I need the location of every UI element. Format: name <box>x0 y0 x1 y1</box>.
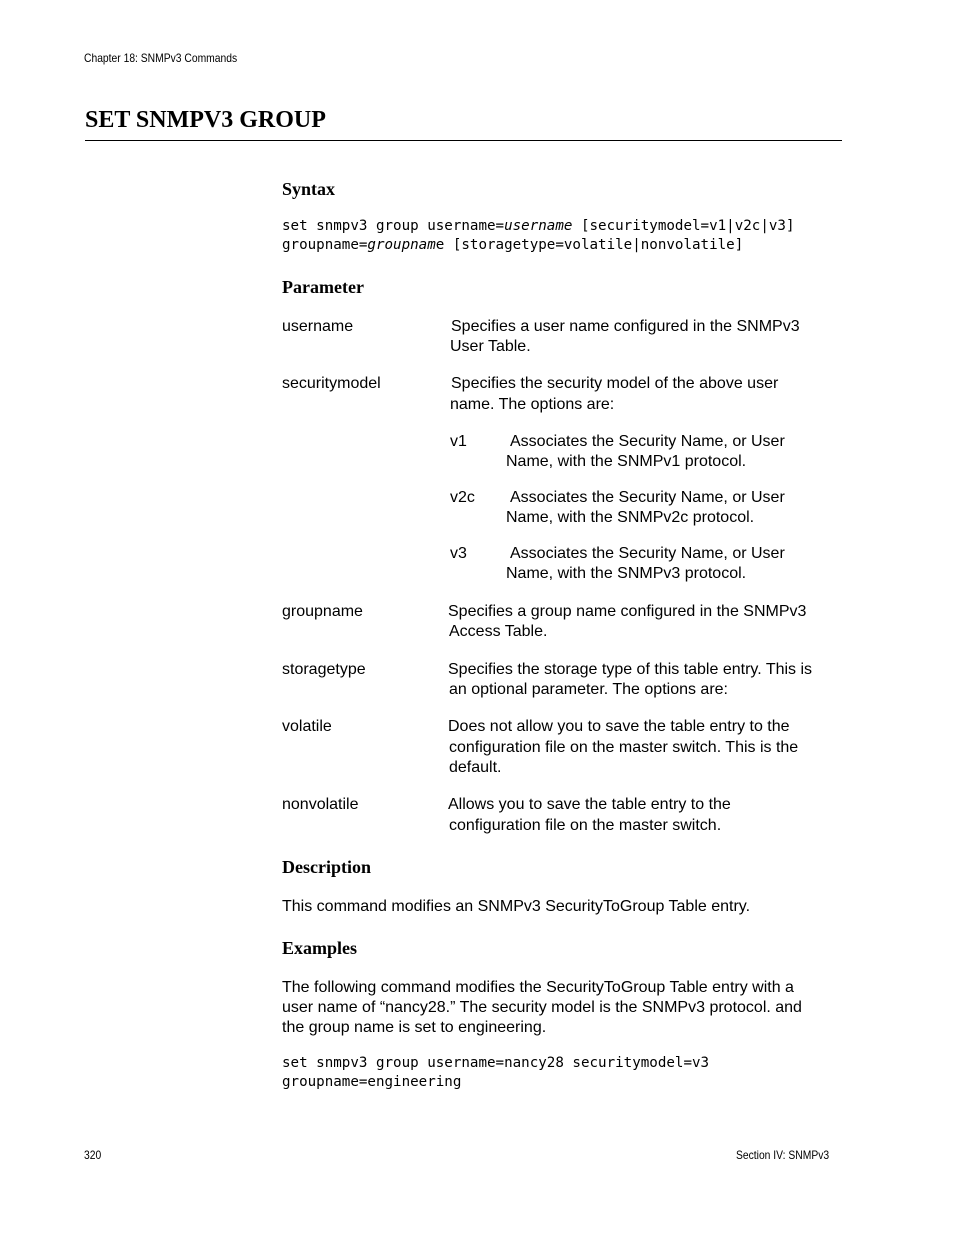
param-desc-groupname: Specifies a group name configured in the SNMPv3 <box>448 603 807 620</box>
syntax-code-text: set snmpv3 group username= <box>282 218 505 234</box>
option-desc-v3: Associates the Security Name, or User <box>510 545 785 562</box>
param-desc-volatile: Does not allow you to save the table entry to the <box>448 718 790 735</box>
param-desc-volatile: configuration file on the master switch. This is the <box>449 739 799 756</box>
option-key-v1: v1 <box>450 433 467 450</box>
syntax-variable: username <box>504 218 573 234</box>
syntax-variable: groupnam <box>367 237 436 253</box>
option-desc-v3: Name, with the SNMPv3 protocol. <box>506 565 747 582</box>
param-name-storagetype: storagetype <box>282 661 366 678</box>
chapter-header: Chapter 18: SNMPv3 Commands <box>84 51 238 65</box>
examples-text: the group name is set to engineering. <box>282 1019 547 1036</box>
syntax-code-text: e [storagetype=volatile|nonvolatile] <box>435 237 744 253</box>
param-name-username: username <box>282 318 354 335</box>
param-desc-securitymodel: Specifies the security model of the above user <box>451 375 779 392</box>
page-number: 320 <box>84 1148 102 1162</box>
syntax-heading: Syntax <box>282 179 336 199</box>
examples-heading: Examples <box>282 938 358 958</box>
syntax-code-text: [securitymodel=v1|v2c|v3] <box>572 218 795 234</box>
option-desc-v2c: Name, with the SNMPv2c protocol. <box>506 509 755 526</box>
description-heading: Description <box>282 857 371 877</box>
param-desc-groupname: Access Table. <box>449 623 548 640</box>
param-name-nonvolatile: nonvolatile <box>282 796 359 813</box>
option-key-v3: v3 <box>450 545 467 562</box>
syntax-line-2 <box>282 236 743 255</box>
param-desc-username: Specifies a user name configured in the SNMPv3 <box>451 318 800 335</box>
option-desc-v1: Name, with the SNMPv1 protocol. <box>506 453 747 470</box>
param-desc-storagetype: an optional parameter. The options are: <box>449 681 728 698</box>
page-title: SET SNMPV3 GROUP <box>85 107 326 133</box>
param-name-securitymodel: securitymodel <box>282 375 381 392</box>
param-name-groupname: groupname <box>282 603 363 620</box>
param-desc-nonvolatile: Allows you to save the table entry to the <box>448 796 731 813</box>
param-desc-nonvolatile: configuration file on the master switch. <box>449 817 722 834</box>
examples-text: user name of “nancy28.” The security model is the SNMPv3 protocol. and <box>282 999 802 1016</box>
param-desc-volatile: default. <box>449 759 502 776</box>
examples-text: The following command modifies the SecurityToGroup Table entry with a <box>282 979 794 996</box>
parameter-heading: Parameter <box>282 277 364 297</box>
syntax-line-1 <box>282 217 795 236</box>
description-text: This command modifies an SNMPv3 SecurityToGroup Table entry. <box>282 898 751 915</box>
param-desc-storagetype: Specifies the storage type of this table entry. This is <box>448 661 813 678</box>
option-desc-v1: Associates the Security Name, or User <box>510 433 785 450</box>
param-name-volatile: volatile <box>282 718 332 735</box>
section-footer: Section IV: SNMPv3 <box>736 1148 830 1162</box>
option-desc-v2c: Associates the Security Name, or User <box>510 489 785 506</box>
example-code-line-2: groupname=engineering <box>282 1074 462 1090</box>
example-code-line-1: set snmpv3 group username=nancy28 securitymodel=v3 <box>282 1055 710 1071</box>
title-rule <box>85 140 842 141</box>
option-key-v2c: v2c <box>450 489 475 506</box>
param-desc-username: User Table. <box>450 338 531 355</box>
syntax-code-text: groupname= <box>282 237 368 253</box>
param-desc-securitymodel: name. The options are: <box>450 396 615 413</box>
